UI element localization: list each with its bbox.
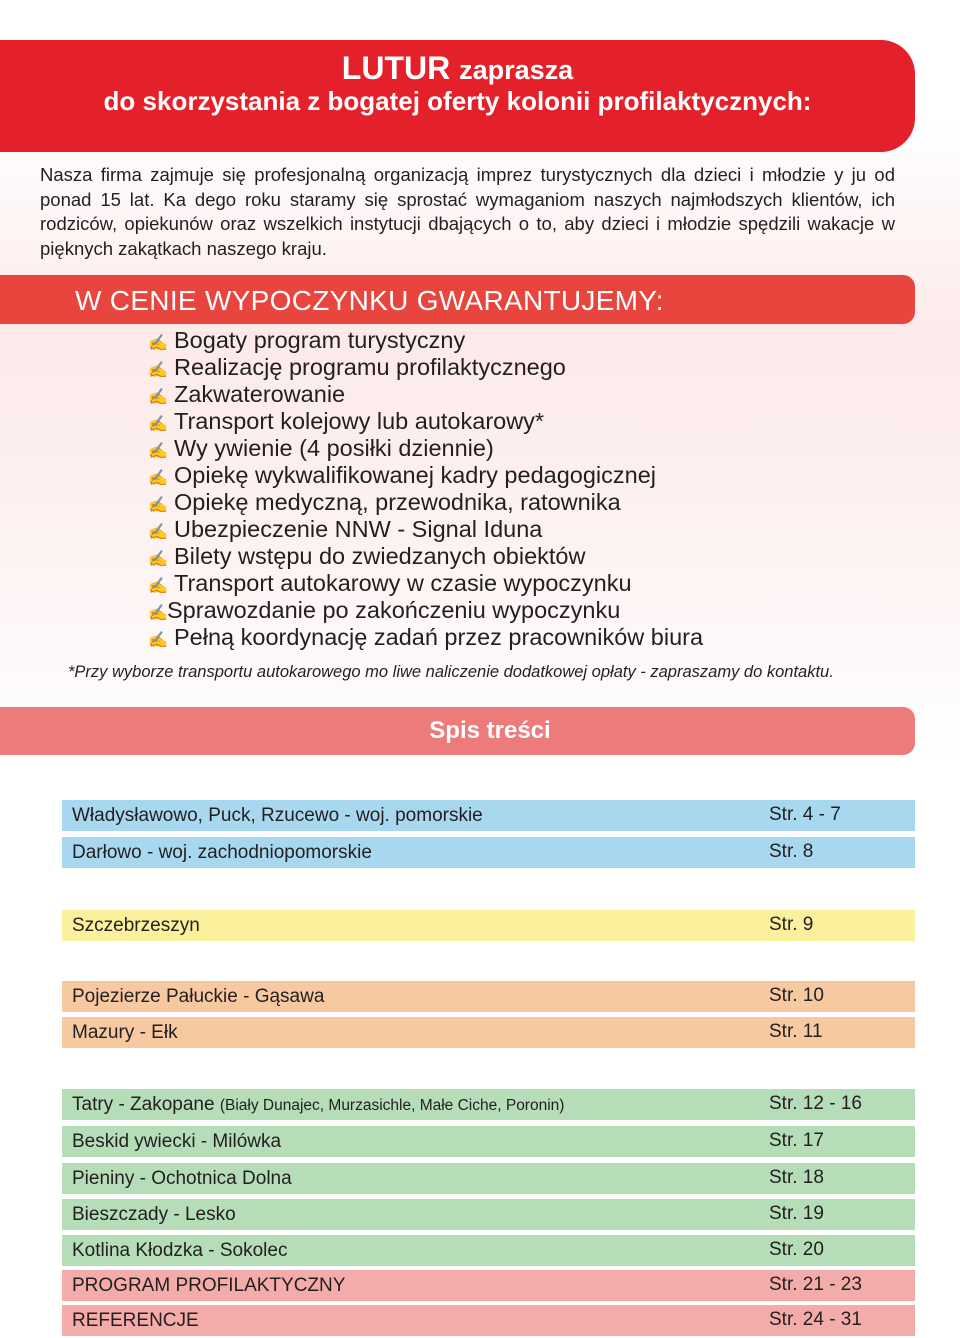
toc-entry-program[interactable]: [62, 1270, 915, 1301]
pencil-icon: ✍: [148, 362, 168, 379]
toc-entry-lesko[interactable]: [62, 1199, 915, 1230]
toc-entry-page: Str. 18: [769, 1167, 824, 1188]
pencil-icon: ✍: [148, 578, 168, 595]
toc-entry-page: Str. 21 - 23: [769, 1274, 862, 1295]
toc-entry-darlowo[interactable]: [62, 837, 915, 868]
list-item: ✍ Transport autokarowy w czasie wypoczynku: [148, 570, 703, 597]
intro-paragraph: Nasza firma zajmuje się profesjonalną organizacją imprez turystycznych dla dzieci i młodzie y ju od ponad 15 lat. Ka dego roku staramy się sprostać wymaganiom naszych najmłodszych klientów, ich rodziców, opiekunów oraz wszelkich instytucji dbających o to, aby dzieci i młodzie spędzili wakacje w pięknych zakątkach naszego kraju.: [40, 164, 895, 259]
toc-entry-name: REFERENCJE: [72, 1310, 199, 1331]
toc-entry-page: Str. 12 - 16: [769, 1093, 862, 1114]
list-item: ✍ Transport kolejowy lub autokarowy*: [148, 408, 703, 435]
list-item: ✍ Zakwaterowanie: [148, 381, 703, 408]
brand-invite: zaprasza: [459, 55, 574, 85]
list-item: ✍ Opiekę wykwalifikowanej kadry pedagogicznej: [148, 462, 703, 489]
header-subtitle: do skorzystania z bogatej oferty kolonii profilaktycznych:: [103, 86, 812, 116]
pencil-icon: ✍: [148, 551, 168, 568]
list-item: ✍ Bilety wstępu do zwiedzanych obiektów: [148, 543, 703, 570]
toc-entry-ochotnica[interactable]: [62, 1163, 915, 1194]
toc-entry-gasawa[interactable]: [62, 981, 915, 1012]
header-title: [0, 50, 915, 87]
pencil-icon: ✍: [148, 524, 168, 541]
toc-entry-zakopane[interactable]: [62, 1089, 915, 1120]
toc-entry-page: Str. 9: [769, 914, 814, 935]
pencil-icon: ✍: [148, 470, 168, 487]
list-item: ✍ Opiekę medyczną, przewodnika, ratownika: [148, 489, 703, 516]
pencil-icon: ✍: [148, 416, 168, 433]
toc-banner: [0, 707, 915, 755]
toc-entry-wladyslawowo[interactable]: [62, 800, 915, 831]
toc-entry-page: Str. 4 - 7: [769, 804, 841, 825]
toc-entry-name: Tatry - Zakopane (Biały Dunajec, Murzasichle, Małe Ciche, Poronin): [72, 1094, 565, 1115]
list-item: ✍ Pełną koordynację zadań przez pracowników biura: [148, 624, 703, 651]
toc-entry-szczebrzeszyn[interactable]: [62, 910, 915, 941]
toc-entry-page: Str. 8: [769, 841, 814, 862]
header-banner: [0, 40, 915, 152]
toc-entry-name: PROGRAM PROFILAKTYCZNY: [72, 1275, 346, 1296]
toc-entry-milowka[interactable]: [62, 1126, 915, 1157]
transport-footnote: *Przy wyborze transportu autokarowego mo liwe naliczenie dodatkowej opłaty - zapraszamy do kontaktu.: [68, 663, 834, 681]
toc-entry-name: Szczebrzeszyn: [72, 915, 200, 936]
toc-entry-page: Str. 24 - 31: [769, 1309, 862, 1330]
toc-entry-name: Beskid ywiecki - Milówka: [72, 1131, 282, 1152]
pencil-icon: ✍: [148, 605, 168, 622]
list-item: ✍Sprawozdanie po zakończeniu wypoczynku: [148, 597, 703, 624]
toc-entry-sokolec[interactable]: [62, 1235, 915, 1266]
toc-entry-name: Pojezierze Pałuckie - Gąsawa: [72, 986, 325, 1007]
list-item: ✍ Realizację programu profilaktycznego: [148, 354, 703, 381]
toc-entry-page: Str. 10: [769, 985, 824, 1006]
list-item: ✍ Wy ywienie (4 posiłki dziennie): [148, 435, 703, 462]
toc-entry-subtitle: (Biały Dunajec, Murzasichle, Małe Ciche, Poronin): [219, 1097, 565, 1114]
list-item: ✍ Bogaty program turystyczny: [148, 327, 703, 354]
pencil-icon: ✍: [148, 443, 168, 460]
pencil-icon: ✍: [148, 497, 168, 514]
toc-entry-name: Darłowo - woj. zachodniopomorskie: [72, 842, 372, 863]
toc-entry-name: Władysławowo, Puck, Rzucewo - woj. pomorskie: [72, 805, 483, 826]
toc-title: Spis treści: [429, 717, 551, 744]
pencil-icon: ✍: [148, 389, 168, 406]
brand-name: LUTUR: [341, 50, 451, 86]
toc-entry-name: Bieszczady - Lesko: [72, 1204, 236, 1225]
toc-entry-referencje[interactable]: [62, 1305, 915, 1336]
pencil-icon: ✍: [148, 632, 168, 649]
toc-entry-page: Str. 19: [769, 1203, 824, 1224]
toc-entry-page: Str. 11: [769, 1021, 823, 1042]
guarantee-title: W CENIE WYPOCZYNKU GWARANTUJEMY:: [75, 285, 664, 316]
toc-entry-name: Mazury - Ełk: [72, 1022, 178, 1043]
toc-entry-elk[interactable]: [62, 1017, 915, 1048]
toc-entry-name: Kotlina Kłodzka - Sokolec: [72, 1240, 288, 1261]
toc-entry-page: Str. 20: [769, 1239, 824, 1260]
guarantee-list: [148, 327, 703, 651]
list-item: ✍ Ubezpieczenie NNW - Signal Iduna: [148, 516, 703, 543]
toc-entry-page: Str. 17: [769, 1130, 824, 1151]
guarantee-banner: [0, 275, 915, 324]
pencil-icon: ✍: [148, 335, 168, 352]
toc-entry-name: Pieniny - Ochotnica Dolna: [72, 1168, 292, 1189]
